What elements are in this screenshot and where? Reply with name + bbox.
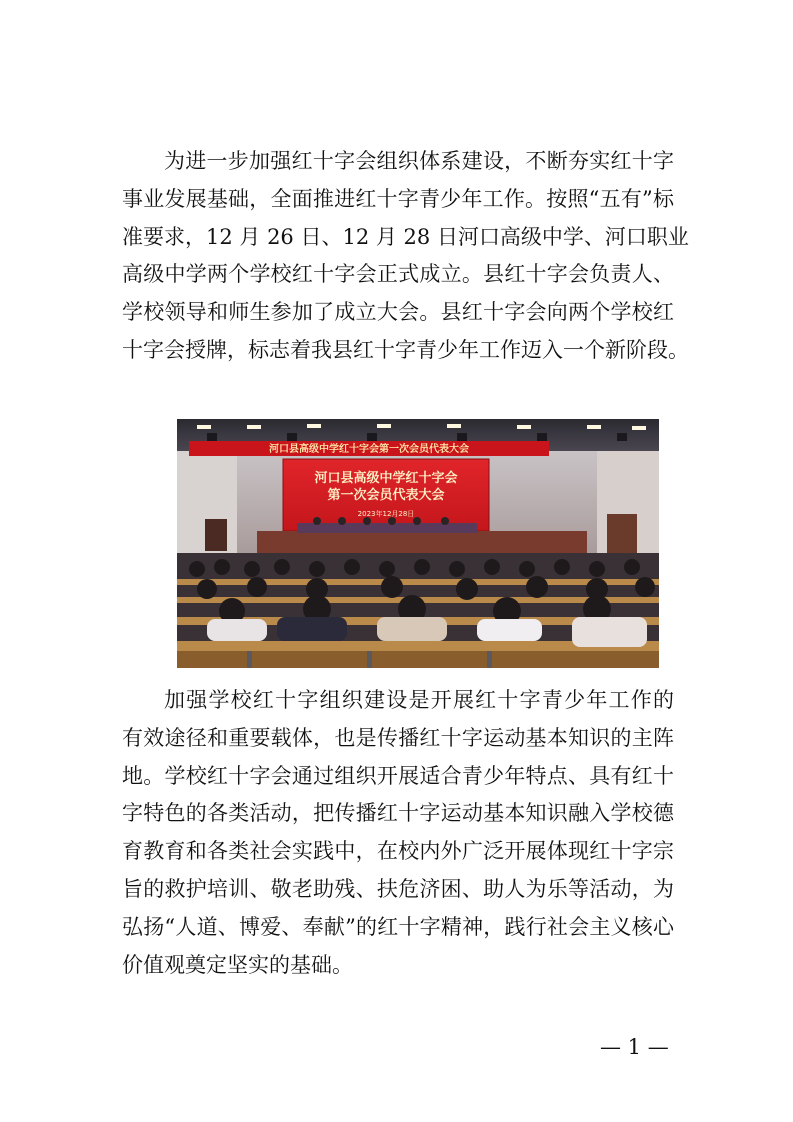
text-line: 加强学校红十字组织建设是开展红十字青少年工作的 [164,688,674,712]
photo-screen-subtitle: 第一次会员代表大会 [327,488,445,503]
text-line: 高级中学两个学校红十字会正式成立。县红十字会负责人、 [122,262,674,287]
text-line: 地。学校红十字会通过组织开展适合青少年特点、具有红十 [122,763,674,788]
text-line: 字特色的各类活动，把传播红十字运动基本知识融入学校德 [122,801,674,826]
text-line: 育教育和各类社会实践中，在校内外广泛开展体现红十字宗 [122,839,674,864]
text-line: 旨的救护培训、敬老助残、扶危济困、助人为乐等活动，为 [122,876,674,901]
photo-screen-title: 河口县高级中学红十字会 [314,471,458,486]
photo-banner-text: 河口县高级中学红十字会第一次会员代表大会 [269,444,469,455]
text-line: 事业发展基础，全面推进红十字青少年工作。按照“五有”标 [122,186,674,211]
paragraph-intro [122,143,689,370]
page-number: — 1 — [600,1035,669,1059]
text-line: 准要求，12 月 26 日、12 月 28 日河口高级中学、河口职业 [122,224,689,249]
text-line: 十字会授牌，标志着我县红十字青少年工作迈入一个新阶段。 [122,337,689,362]
text-line: 有效途径和重要载体，也是传播红十字运动基本知识的主阵 [122,725,674,750]
photo-screen-date: 2023年12月28日 [357,510,415,518]
text-line: 价值观奠定坚实的基础。 [122,952,353,977]
text-line: 弘扬“人道、博爱、奉献”的红十字精神，践行社会主义核心 [122,914,674,939]
paragraph-body [122,682,674,984]
meeting-photo [177,419,659,668]
text-line: 学校领导和师生参加了成立大会。县红十字会向两个学校红 [122,300,674,325]
text-line: 为进一步加强红十字会组织体系建设，不断夯实红十字 [164,149,674,173]
